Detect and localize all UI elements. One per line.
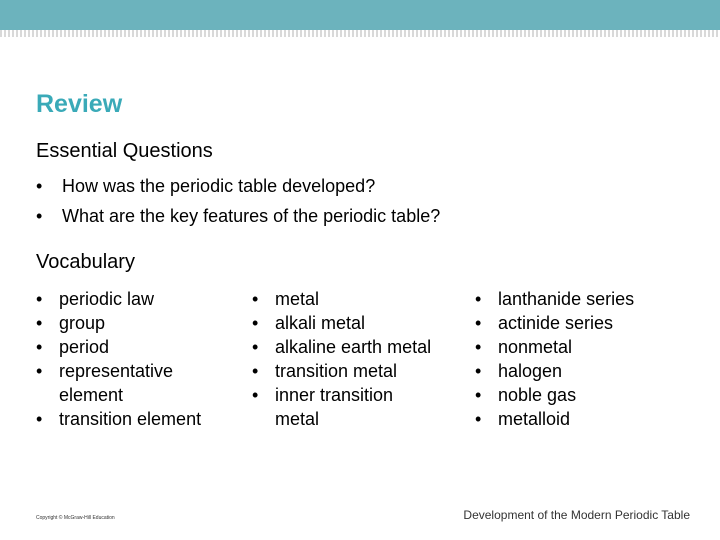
- dotted-divider: [0, 30, 720, 37]
- vocab-item: • periodic law: [36, 287, 236, 311]
- question-item: • How was the periodic table developed?: [36, 174, 440, 204]
- vocabulary-column-1: [36, 287, 236, 431]
- vocab-item: • representative element: [36, 359, 199, 407]
- vocab-item: • actinide series: [475, 311, 675, 335]
- vocab-item: • transition element: [36, 407, 236, 431]
- vocabulary-column-2: [252, 287, 457, 431]
- vocab-item: • period: [36, 335, 236, 359]
- vocab-item: • nonmetal: [475, 335, 675, 359]
- slide-title: Review: [36, 90, 123, 118]
- vocabulary-column-3: [475, 287, 675, 431]
- vocab-item: • transition metal: [252, 359, 457, 383]
- vocabulary-heading: Vocabulary: [36, 251, 135, 273]
- vocab-item: • alkali metal: [252, 311, 457, 335]
- vocab-item: • lanthanide series: [475, 287, 675, 311]
- question-item: • What are the key features of the periodic table?: [36, 204, 440, 234]
- copyright-notice: Copyright © McGraw-Hill Education: [36, 515, 115, 521]
- vocab-item: • noble gas: [475, 383, 675, 407]
- slide-footer: Development of the Modern Periodic Table: [463, 508, 690, 522]
- vocab-item: • metal: [252, 287, 457, 311]
- essential-questions-heading: Essential Questions: [36, 140, 213, 162]
- top-banner: [0, 0, 720, 30]
- vocab-item: • inner transition metal: [252, 383, 425, 431]
- vocab-item: • halogen: [475, 359, 675, 383]
- vocab-item: • metalloid: [475, 407, 675, 431]
- vocab-item: • alkaline earth metal: [252, 335, 457, 359]
- vocab-item: • group: [36, 311, 236, 335]
- essential-questions-list: [36, 174, 440, 234]
